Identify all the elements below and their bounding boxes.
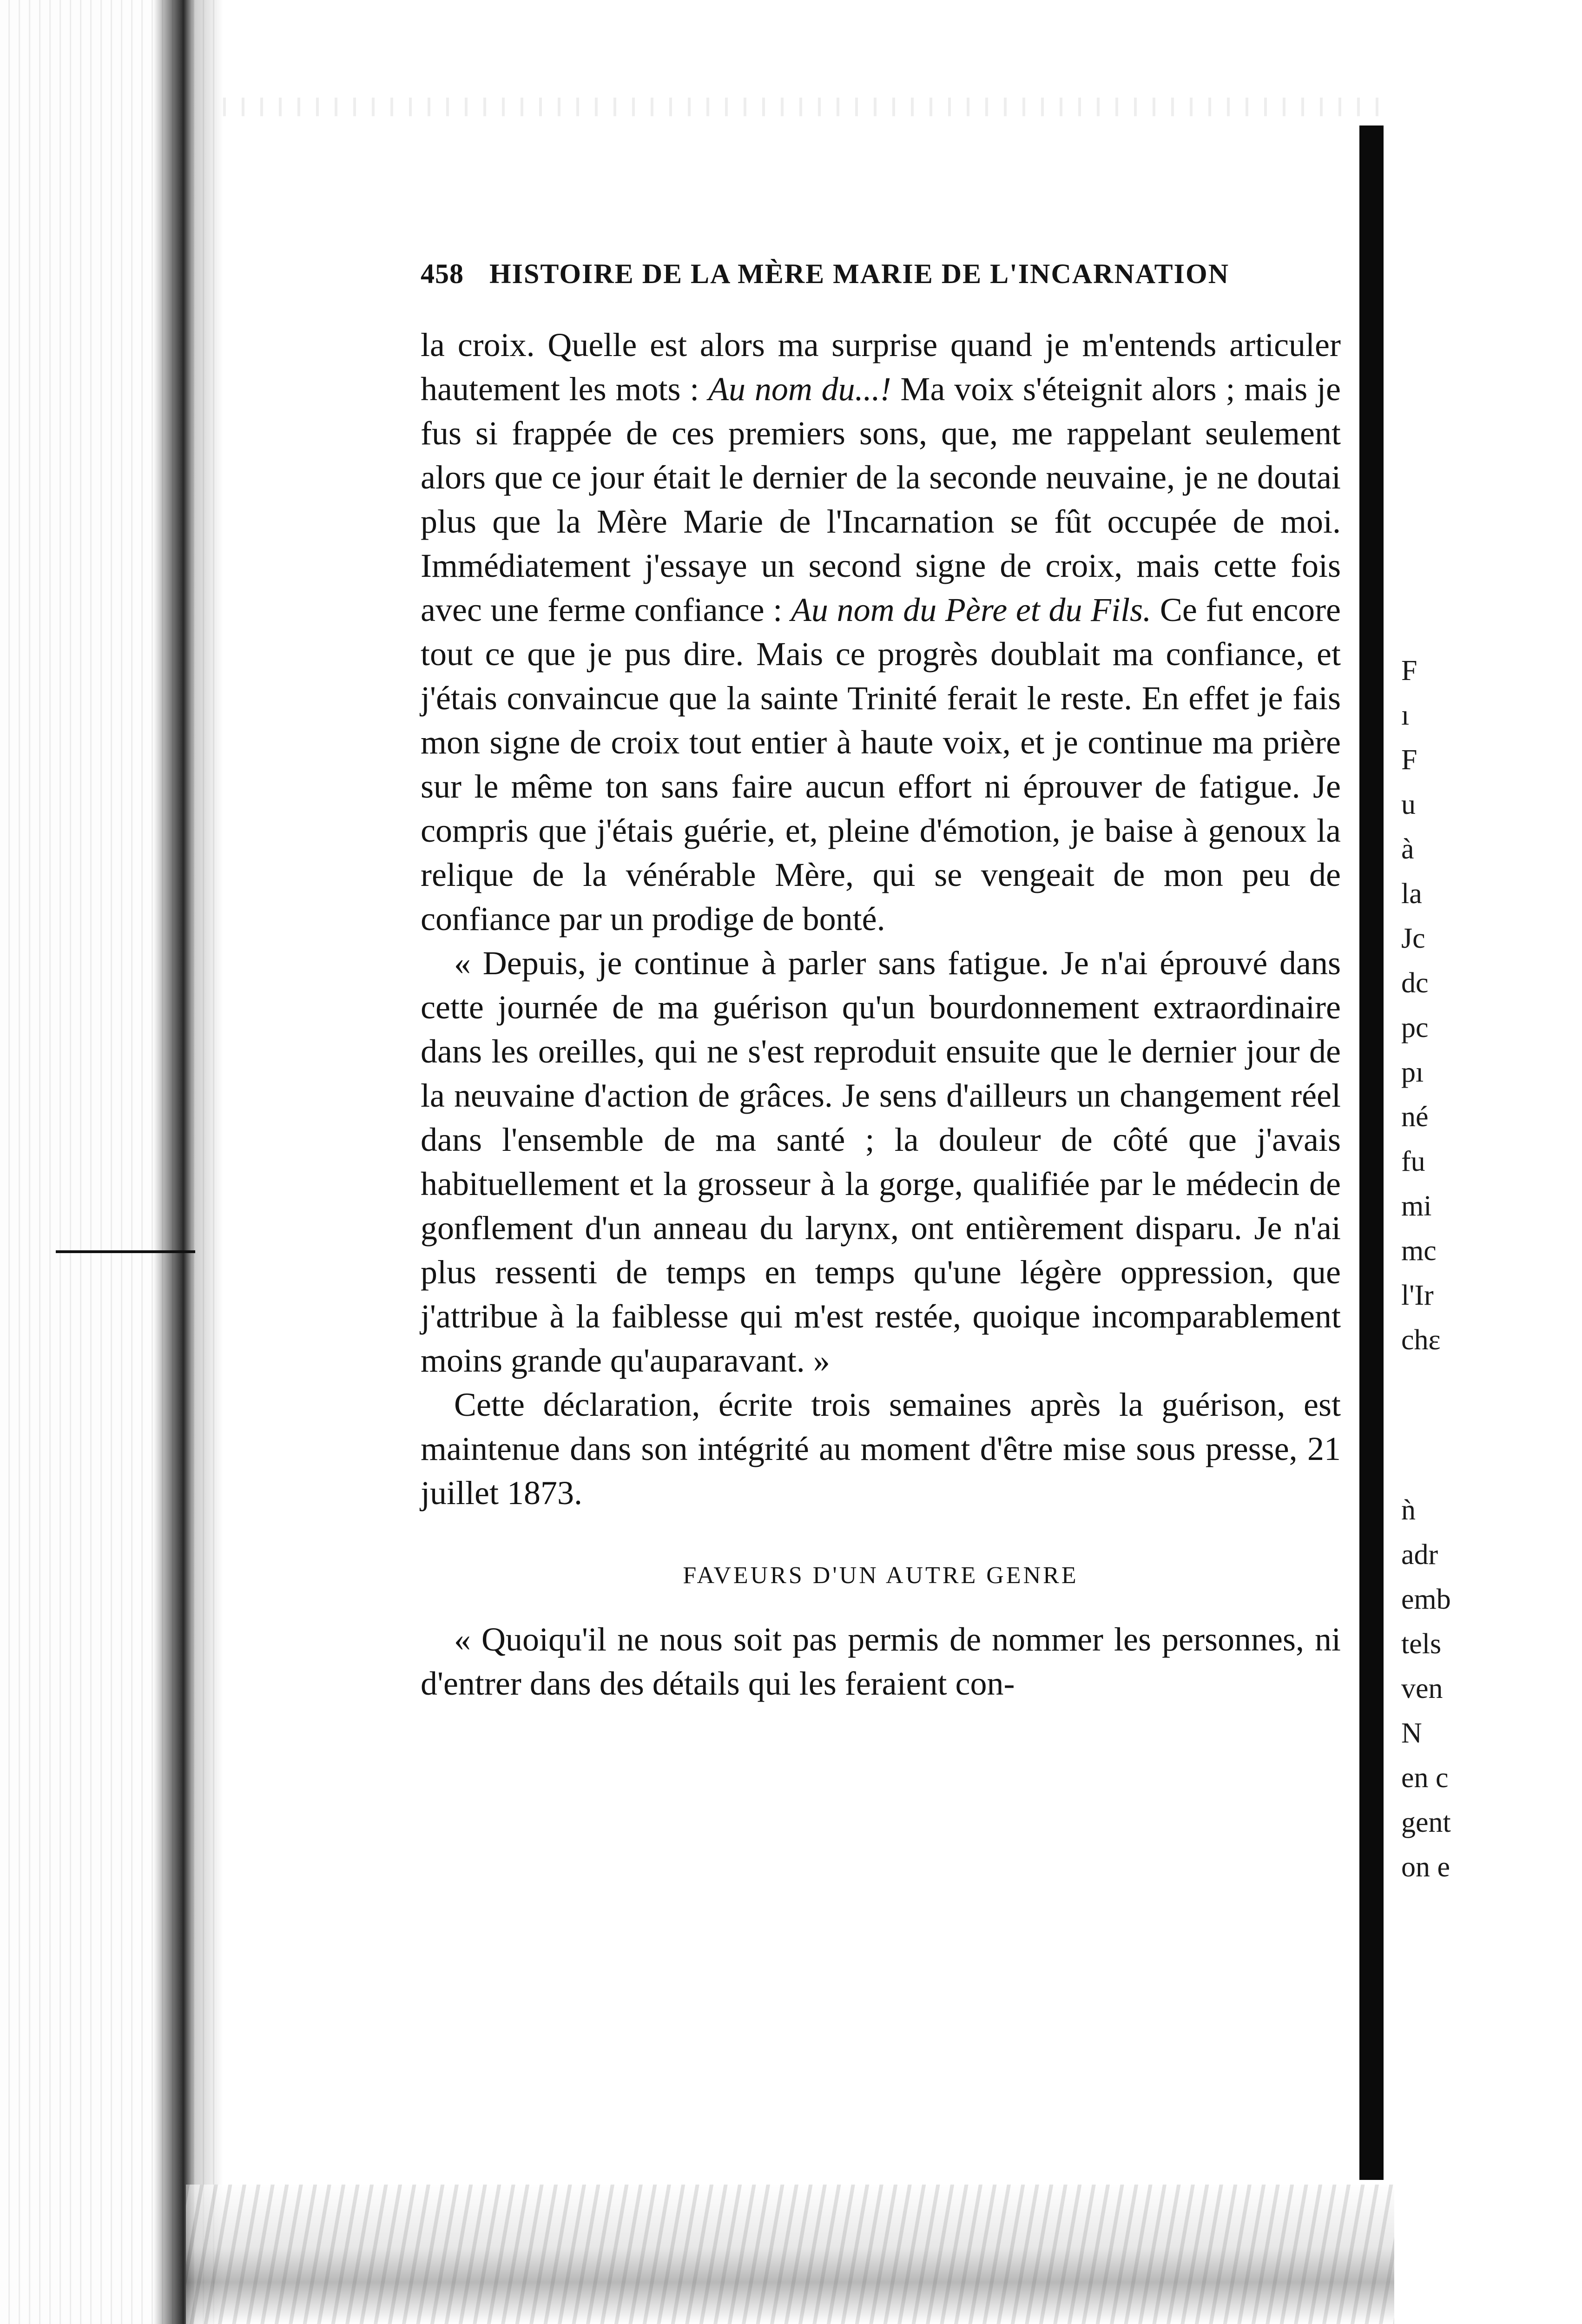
scan-noise-bottom xyxy=(186,2185,1394,2324)
fragment-text: à xyxy=(1401,833,1414,865)
italic-phrase: Au nom du...! xyxy=(708,370,891,408)
paragraph-text: Ce fut encore tout ce que je pus dire. Mais ce progrès doublait ma confiance, et j'étais convaincue que la sainte Trinité ferait le reste. En effet je fais mon signe de croix tout entier à haute voix, et je continue ma prière sur le même ton sans faire aucun effort ni éprouver de fatigue. Je compris que j'étais guérie, et, pleine d'émotion, je baise à genoux la relique de la vénérable Mère, qui se vengeait de mon peu de confiance par un prodige de bonté. xyxy=(421,591,1341,938)
paragraph: « Depuis, je continue à parler sans fatigue. Je n'ai éprouvé dans cette journée de ma guérison qu'un bourdonnement extraordinaire dans les oreilles, qui ne s'est reproduit ensuite que le dernier jour de la neuvaine d'action de grâces. Je sens d'ailleurs un changement réel dans l'ensemble de ma santé ; la douleur de côté que j'avais habituellement et la grosseur à la gorge, qualifiée par le médecin de gonflement d'un anneau du larynx, ont entièrement disparu. Je n'ai plus ressenti de temps en temps qu'une légère oppression, que j'attribue à la faiblesse qui m'est restée, quoique incomparablement moins grande qu'auparavant. » xyxy=(421,944,1341,1379)
running-header xyxy=(421,258,1341,302)
fragment-text: F xyxy=(1401,655,1417,687)
fragment-text: né xyxy=(1401,1101,1429,1133)
main-text-column xyxy=(421,258,1341,1706)
fragment-text: fu xyxy=(1401,1146,1425,1177)
italic-phrase: Au nom du Père et du Fils. xyxy=(791,591,1152,628)
fragment-text: pı xyxy=(1401,1056,1424,1088)
fragment-text: ven xyxy=(1401,1673,1443,1704)
page-number: 458 xyxy=(421,258,464,289)
fragment-text: on e xyxy=(1401,1851,1450,1883)
fragment-text: N xyxy=(1401,1717,1422,1749)
fragment-text: emb xyxy=(1401,1584,1451,1615)
paragraph-text: la croix. Quelle est alors ma surprise quand je m'entends articuler hautement les mots : xyxy=(421,326,1341,408)
fragment-text: chε xyxy=(1401,1324,1441,1356)
fragment-text: gent xyxy=(1401,1807,1451,1838)
section-heading: FAVEURS D'UN AUTRE GENRE xyxy=(683,1562,1079,1589)
fragment-text: l'Ir xyxy=(1401,1280,1434,1311)
paragraph: « Quoiqu'il ne nous soit pas permis de nommer les personnes, ni d'entrer dans des détails qui les feraient con- xyxy=(421,1621,1341,1702)
book-binding-edge xyxy=(0,0,223,2324)
body-text xyxy=(421,323,1341,1706)
fragment-text: la xyxy=(1401,878,1422,910)
fragment-text: adr xyxy=(1401,1539,1438,1571)
fragment-text: en c xyxy=(1401,1762,1449,1794)
paragraph-continuation xyxy=(421,323,1341,941)
paragraph-text: Ma voix s'éteignit alors ; mais je fus si frappée de ces premiers sons, que, me rappelant seulement alors que ce jour était le dernier de la seconde neuvaine, je ne doutai plus que la Mère Marie de l'Incarnation se fût occupée de moi. Immédiatement j'essaye un second signe de croix, mais cette fois avec une ferme confiance : xyxy=(421,370,1341,628)
scan-noise-top xyxy=(223,98,1390,116)
facing-page-fragments xyxy=(1401,648,1494,1889)
paragraph: Cette déclaration, écrite trois semaines après la guérison, est maintenue dans son intégrité au moment d'être mise sous presse, 21 juillet 1873. xyxy=(421,1386,1341,1512)
fragment-text: pc xyxy=(1401,1012,1429,1043)
page-gutter-shadow xyxy=(1359,125,1384,2180)
fragment-gap xyxy=(1401,1362,1494,1488)
running-title: HISTOIRE DE LA MÈRE MARIE DE L'INCARNATION xyxy=(489,258,1230,289)
fragment-text: tels xyxy=(1401,1628,1442,1660)
fragment-text: ǹ xyxy=(1401,1494,1416,1526)
fragment-text: mc xyxy=(1401,1235,1437,1267)
fragment-text: ı xyxy=(1401,700,1410,731)
fragment-text: Jc xyxy=(1401,923,1425,954)
margin-mark xyxy=(56,1250,195,1253)
fragment-text: mi xyxy=(1401,1190,1432,1222)
fragment-text: u xyxy=(1401,789,1416,820)
fragment-text: dc xyxy=(1401,967,1429,999)
fragment-text: F xyxy=(1401,744,1417,776)
